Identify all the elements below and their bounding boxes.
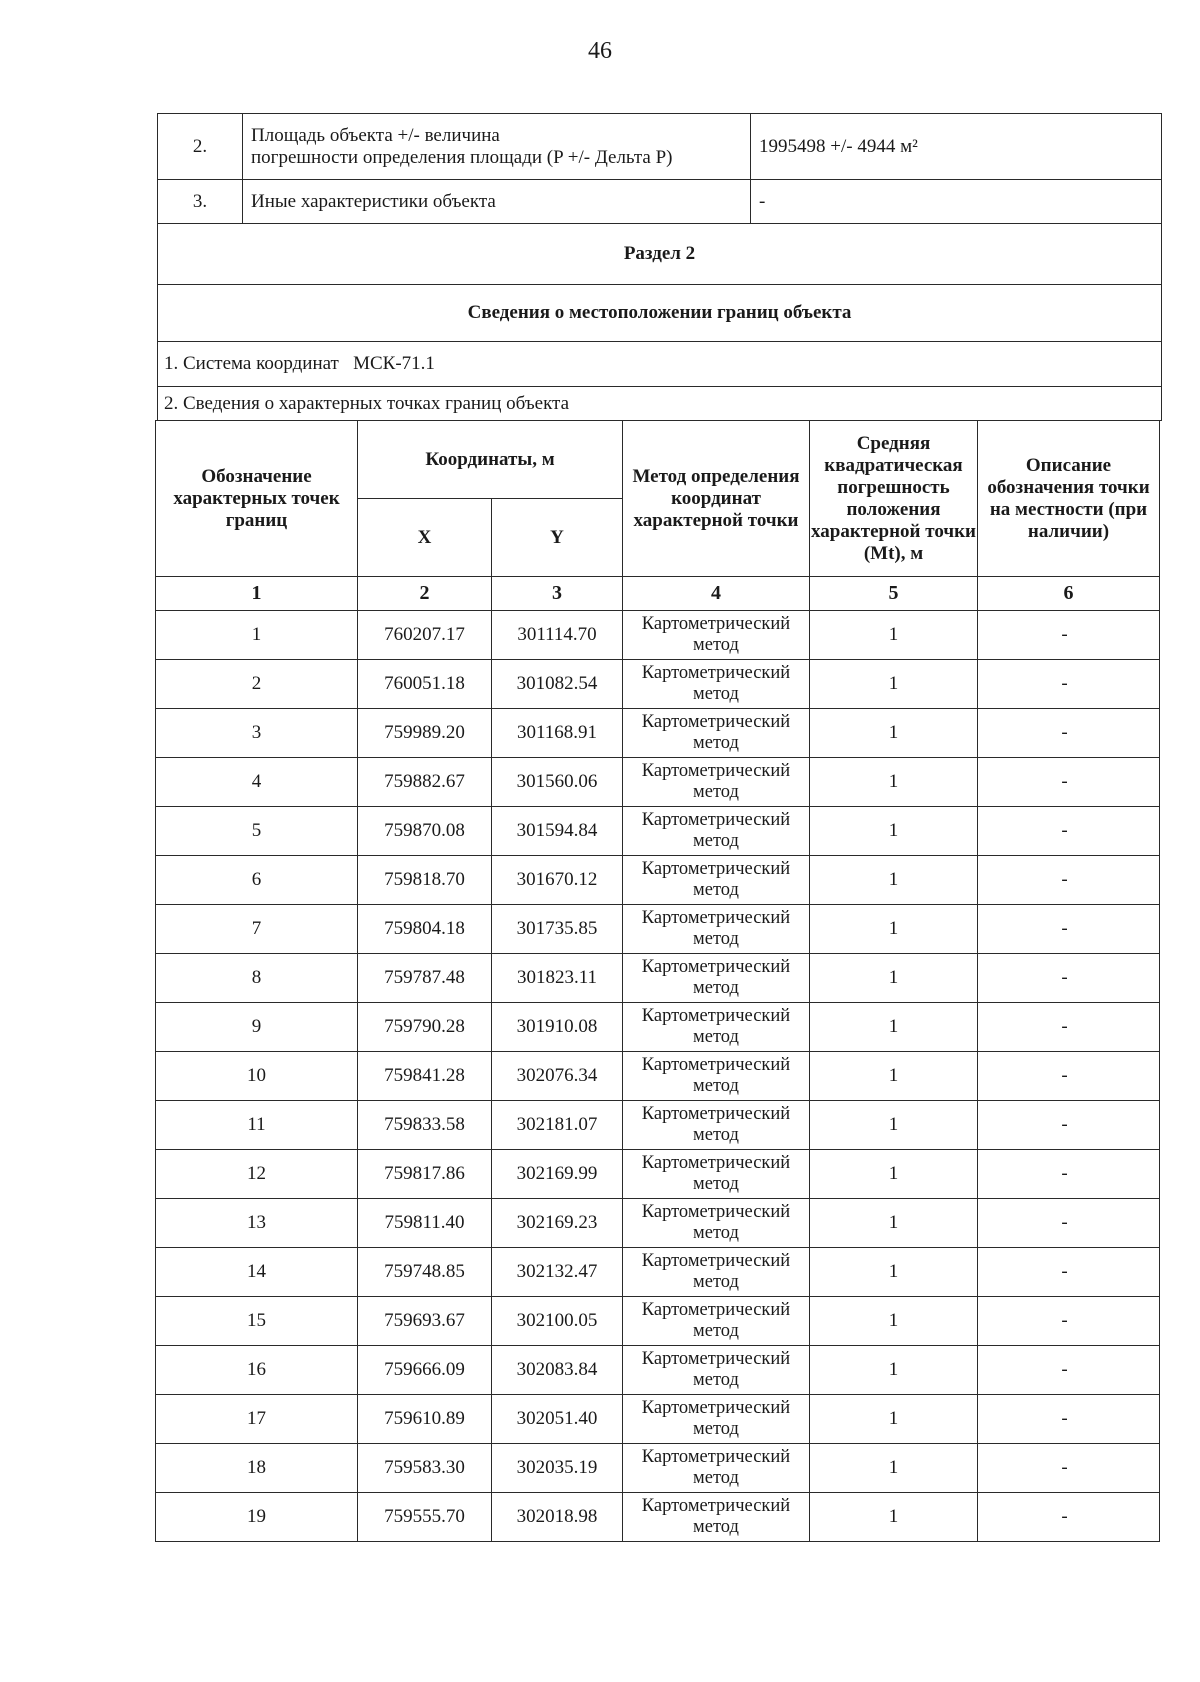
- point-method: Картометрический метод: [623, 1346, 810, 1395]
- point-x: 759555.70: [358, 1493, 492, 1542]
- point-method: Картометрический метод: [623, 611, 810, 660]
- table-row: [156, 1493, 1160, 1542]
- point-y: 302100.05: [492, 1297, 623, 1346]
- point-id: 9: [156, 1003, 358, 1052]
- info-row-number: 2.: [158, 114, 243, 180]
- table-row: [156, 611, 1160, 660]
- points-caption: 2. Сведения о характерных точках границ объекта: [158, 387, 1162, 421]
- table-row: [156, 1003, 1160, 1052]
- info-row-value: 1995498 +/- 4944 м²: [751, 114, 1162, 180]
- table-row: [156, 905, 1160, 954]
- point-method: Картометрический метод: [623, 1003, 810, 1052]
- table-row: [156, 1150, 1160, 1199]
- point-mt: 1: [810, 611, 978, 660]
- info-row-number: 3.: [158, 180, 243, 224]
- table-row: [156, 1248, 1160, 1297]
- table-row: [156, 1444, 1160, 1493]
- column-number: 5: [810, 577, 978, 611]
- point-method: Картометрический метод: [623, 1444, 810, 1493]
- point-y: 302169.23: [492, 1199, 623, 1248]
- point-y: 301670.12: [492, 856, 623, 905]
- column-number: 2: [358, 577, 492, 611]
- header-coordinates: Координаты, м: [358, 421, 623, 499]
- point-x: 759833.58: [358, 1101, 492, 1150]
- point-y: 302035.19: [492, 1444, 623, 1493]
- table-row: [156, 1199, 1160, 1248]
- point-description: -: [978, 611, 1160, 660]
- header-row: [156, 421, 1160, 499]
- table-row: [156, 660, 1160, 709]
- coord-system: 1. Система координат МСК-71.1: [158, 342, 1162, 387]
- point-y: 302169.99: [492, 1150, 623, 1199]
- point-y: 302132.47: [492, 1248, 623, 1297]
- table-row: [156, 954, 1160, 1003]
- point-description: -: [978, 1493, 1160, 1542]
- header-method: Метод определения координат характерной точки: [623, 421, 810, 577]
- table-row: [156, 1052, 1160, 1101]
- point-mt: 1: [810, 1297, 978, 1346]
- point-mt: 1: [810, 856, 978, 905]
- point-mt: 1: [810, 709, 978, 758]
- point-x: 759811.40: [358, 1199, 492, 1248]
- point-method: Картометрический метод: [623, 1101, 810, 1150]
- point-id: 12: [156, 1150, 358, 1199]
- info-row-label: [243, 114, 751, 180]
- point-y: 301735.85: [492, 905, 623, 954]
- point-description: -: [978, 1444, 1160, 1493]
- point-y: 301082.54: [492, 660, 623, 709]
- point-mt: 1: [810, 1052, 978, 1101]
- point-method: Картометрический метод: [623, 856, 810, 905]
- point-description: -: [978, 709, 1160, 758]
- table-row: [156, 807, 1160, 856]
- point-x: 759818.70: [358, 856, 492, 905]
- points-caption-row: [158, 387, 1162, 421]
- point-description: -: [978, 660, 1160, 709]
- point-method: Картометрический метод: [623, 1199, 810, 1248]
- boundary-points-table: [155, 420, 1160, 1542]
- table-row: [156, 1395, 1160, 1444]
- point-x: 759790.28: [358, 1003, 492, 1052]
- point-method: Картометрический метод: [623, 1395, 810, 1444]
- point-method: Картометрический метод: [623, 1493, 810, 1542]
- info-row-other: [158, 180, 1162, 224]
- point-description: -: [978, 1052, 1160, 1101]
- table-row: [156, 1101, 1160, 1150]
- point-x: 759989.20: [358, 709, 492, 758]
- point-id: 13: [156, 1199, 358, 1248]
- table-row: [156, 1346, 1160, 1395]
- point-y: 302051.40: [492, 1395, 623, 1444]
- info-label-line: погрешности определения площади (P +/- Дельта P): [251, 146, 673, 168]
- point-y: 301560.06: [492, 758, 623, 807]
- point-id: 2: [156, 660, 358, 709]
- point-x: 759610.89: [358, 1395, 492, 1444]
- point-id: 1: [156, 611, 358, 660]
- page-number: 46: [588, 38, 612, 64]
- point-mt: 1: [810, 1346, 978, 1395]
- point-description: -: [978, 758, 1160, 807]
- point-id: 18: [156, 1444, 358, 1493]
- point-y: 301823.11: [492, 954, 623, 1003]
- info-label-line: Площадь объекта +/- величина: [251, 124, 500, 146]
- header-error: Средняя квадратическая погрешность положения характерной точки (Mt), м: [810, 421, 978, 577]
- table-row: [156, 1297, 1160, 1346]
- point-description: -: [978, 1199, 1160, 1248]
- section-title-row: [158, 224, 1162, 285]
- point-id: 6: [156, 856, 358, 905]
- point-description: -: [978, 1297, 1160, 1346]
- header-x: X: [358, 499, 492, 577]
- column-number: 4: [623, 577, 810, 611]
- column-number-row: [156, 577, 1160, 611]
- point-mt: 1: [810, 1101, 978, 1150]
- point-x: 759804.18: [358, 905, 492, 954]
- point-description: -: [978, 1101, 1160, 1150]
- point-method: Картометрический метод: [623, 709, 810, 758]
- point-x: 759817.86: [358, 1150, 492, 1199]
- table-row: [156, 758, 1160, 807]
- header-designation: Обозначение характерных точек границ: [156, 421, 358, 577]
- object-info-table: [157, 113, 1162, 421]
- point-y: 301168.91: [492, 709, 623, 758]
- point-id: 7: [156, 905, 358, 954]
- info-row-label: Иные характеристики объекта: [243, 180, 751, 224]
- point-x: 759748.85: [358, 1248, 492, 1297]
- point-id: 10: [156, 1052, 358, 1101]
- section-subtitle-row: [158, 285, 1162, 342]
- point-id: 8: [156, 954, 358, 1003]
- point-description: -: [978, 1346, 1160, 1395]
- point-method: Картометрический метод: [623, 1297, 810, 1346]
- point-mt: 1: [810, 807, 978, 856]
- point-id: 14: [156, 1248, 358, 1297]
- point-description: -: [978, 1150, 1160, 1199]
- point-x: 759882.67: [358, 758, 492, 807]
- point-id: 5: [156, 807, 358, 856]
- point-mt: 1: [810, 1248, 978, 1297]
- section-subtitle: Сведения о местоположении границ объекта: [158, 285, 1162, 342]
- point-description: -: [978, 807, 1160, 856]
- column-number: 6: [978, 577, 1160, 611]
- point-x: 759841.28: [358, 1052, 492, 1101]
- point-method: Картометрический метод: [623, 954, 810, 1003]
- point-mt: 1: [810, 660, 978, 709]
- point-description: -: [978, 1248, 1160, 1297]
- table-body: [156, 611, 1160, 1542]
- header-y: Y: [492, 499, 623, 577]
- point-mt: 1: [810, 1444, 978, 1493]
- column-number: 3: [492, 577, 623, 611]
- point-mt: 1: [810, 1003, 978, 1052]
- point-x: 759583.30: [358, 1444, 492, 1493]
- point-id: 19: [156, 1493, 358, 1542]
- info-row-area: [158, 114, 1162, 180]
- point-y: 302181.07: [492, 1101, 623, 1150]
- point-id: 11: [156, 1101, 358, 1150]
- point-method: Картометрический метод: [623, 1248, 810, 1297]
- point-x: 760207.17: [358, 611, 492, 660]
- point-mt: 1: [810, 758, 978, 807]
- point-description: -: [978, 1003, 1160, 1052]
- point-y: 302076.34: [492, 1052, 623, 1101]
- table-row: [156, 709, 1160, 758]
- point-x: 760051.18: [358, 660, 492, 709]
- section-title: Раздел 2: [158, 224, 1162, 285]
- point-description: -: [978, 856, 1160, 905]
- point-y: 302018.98: [492, 1493, 623, 1542]
- coord-system-row: [158, 342, 1162, 387]
- point-x: 759870.08: [358, 807, 492, 856]
- header-description: Описание обозначения точки на местности (при наличии): [978, 421, 1160, 577]
- point-y: 302083.84: [492, 1346, 623, 1395]
- point-id: 3: [156, 709, 358, 758]
- point-x: 759666.09: [358, 1346, 492, 1395]
- table-row: [156, 856, 1160, 905]
- point-method: Картометрический метод: [623, 807, 810, 856]
- info-row-value: -: [751, 180, 1162, 224]
- point-x: 759787.48: [358, 954, 492, 1003]
- point-id: 4: [156, 758, 358, 807]
- point-mt: 1: [810, 1395, 978, 1444]
- point-id: 17: [156, 1395, 358, 1444]
- point-description: -: [978, 954, 1160, 1003]
- column-number: 1: [156, 577, 358, 611]
- point-y: 301114.70: [492, 611, 623, 660]
- point-method: Картометрический метод: [623, 1052, 810, 1101]
- point-id: 16: [156, 1346, 358, 1395]
- point-y: 301910.08: [492, 1003, 623, 1052]
- point-y: 301594.84: [492, 807, 623, 856]
- point-description: -: [978, 1395, 1160, 1444]
- point-method: Картометрический метод: [623, 758, 810, 807]
- point-description: -: [978, 905, 1160, 954]
- point-id: 15: [156, 1297, 358, 1346]
- point-method: Картометрический метод: [623, 1150, 810, 1199]
- point-mt: 1: [810, 1493, 978, 1542]
- point-method: Картометрический метод: [623, 660, 810, 709]
- point-mt: 1: [810, 954, 978, 1003]
- point-mt: 1: [810, 1199, 978, 1248]
- point-mt: 1: [810, 1150, 978, 1199]
- point-method: Картометрический метод: [623, 905, 810, 954]
- point-x: 759693.67: [358, 1297, 492, 1346]
- point-mt: 1: [810, 905, 978, 954]
